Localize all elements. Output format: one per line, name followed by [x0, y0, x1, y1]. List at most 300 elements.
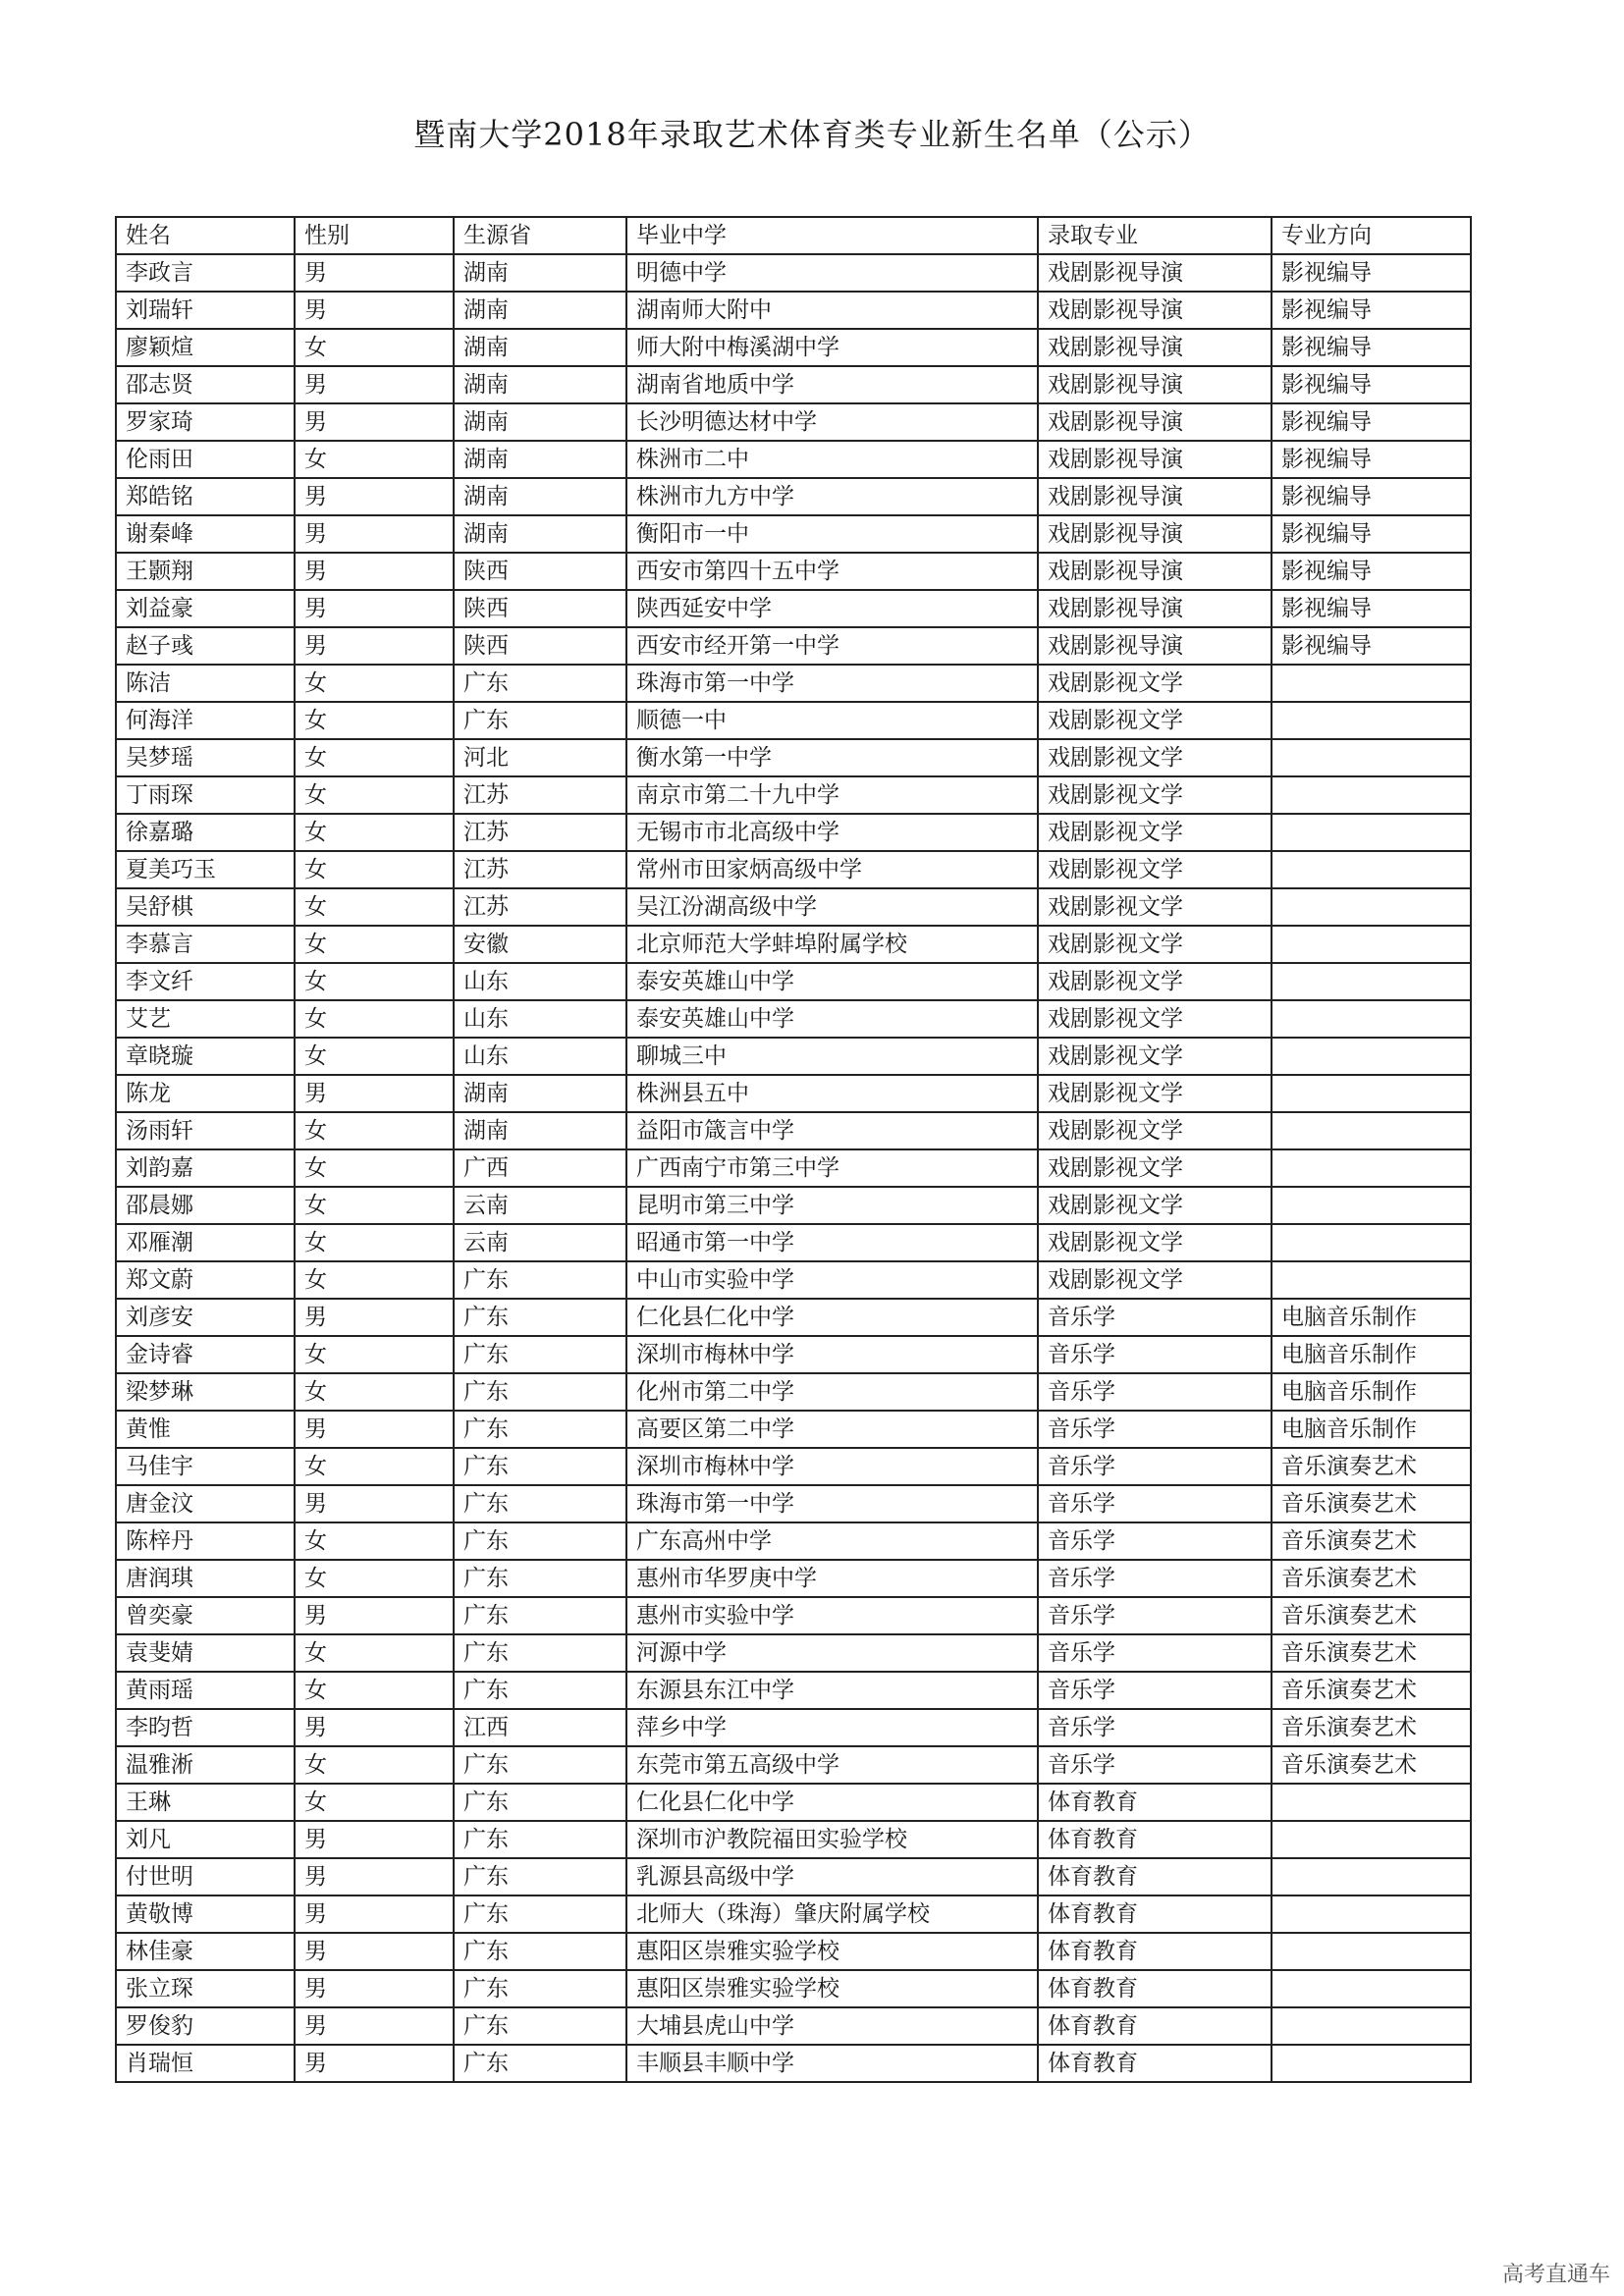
cell-name: 刘凡: [116, 1821, 295, 1858]
table-row: [116, 2007, 1471, 2045]
cell-direction: [1272, 1038, 1471, 1075]
cell-school: 西安市第四十五中学: [626, 553, 1038, 590]
cell-school: 惠州市华罗庚中学: [626, 1560, 1038, 1597]
cell-school: 衡水第一中学: [626, 739, 1038, 776]
cell-province: 河北: [454, 739, 626, 776]
cell-major: 戏剧影视文学: [1038, 702, 1272, 739]
cell-name: 李政言: [116, 254, 295, 292]
cell-direction: 电脑音乐制作: [1272, 1373, 1471, 1411]
cell-major: 戏剧影视导演: [1038, 329, 1272, 366]
column-header-direction: 专业方向: [1272, 217, 1471, 254]
cell-direction: [1272, 1261, 1471, 1299]
cell-school: 长沙明德达材中学: [626, 403, 1038, 441]
cell-school: 株洲市九方中学: [626, 478, 1038, 515]
cell-school: 仁化县仁化中学: [626, 1784, 1038, 1821]
table-row: [116, 1746, 1471, 1784]
cell-gender: 男: [295, 1896, 454, 1933]
cell-school: 益阳市箴言中学: [626, 1112, 1038, 1149]
cell-name: 黄惟: [116, 1411, 295, 1448]
table-row: [116, 1261, 1471, 1299]
cell-school: 南京市第二十九中学: [626, 776, 1038, 814]
cell-major: 戏剧影视文学: [1038, 1187, 1272, 1224]
cell-major: 音乐学: [1038, 1597, 1272, 1634]
cell-name: 罗家琦: [116, 403, 295, 441]
cell-name: 艾艺: [116, 1000, 295, 1038]
cell-name: 肖瑞恒: [116, 2045, 295, 2082]
cell-major: 戏剧影视导演: [1038, 553, 1272, 590]
cell-major: 戏剧影视文学: [1038, 739, 1272, 776]
cell-direction: 影视编导: [1272, 478, 1471, 515]
cell-major: 戏剧影视文学: [1038, 926, 1272, 963]
cell-name: 梁梦琳: [116, 1373, 295, 1411]
cell-major: 戏剧影视文学: [1038, 1000, 1272, 1038]
table-row: [116, 1373, 1471, 1411]
cell-gender: 男: [295, 478, 454, 515]
cell-gender: 男: [295, 515, 454, 553]
cell-direction: 音乐演奏艺术: [1272, 1634, 1471, 1672]
cell-province: 湖南: [454, 1075, 626, 1112]
table-row: [116, 441, 1471, 478]
cell-province: 广东: [454, 1522, 626, 1560]
column-header-province: 生源省: [454, 217, 626, 254]
cell-province: 湖南: [454, 515, 626, 553]
cell-province: 江苏: [454, 851, 626, 888]
table-row: [116, 590, 1471, 627]
cell-direction: [1272, 1075, 1471, 1112]
table-row: [116, 1784, 1471, 1821]
cell-province: 广东: [454, 1597, 626, 1634]
cell-province: 江苏: [454, 888, 626, 926]
cell-school: 北京师范大学蚌埠附属学校: [626, 926, 1038, 963]
cell-name: 刘益豪: [116, 590, 295, 627]
cell-school: 广西南宁市第三中学: [626, 1149, 1038, 1187]
table-row: [116, 1448, 1471, 1485]
table-row: [116, 1933, 1471, 1970]
cell-gender: 男: [295, 292, 454, 329]
table-row: [116, 1149, 1471, 1187]
cell-major: 戏剧影视导演: [1038, 366, 1272, 403]
cell-province: 广东: [454, 1485, 626, 1522]
cell-major: 戏剧影视文学: [1038, 1112, 1272, 1149]
cell-province: 江苏: [454, 776, 626, 814]
cell-province: 陕西: [454, 553, 626, 590]
cell-direction: [1272, 665, 1471, 702]
cell-gender: 女: [295, 1149, 454, 1187]
table-row: [116, 1075, 1471, 1112]
cell-school: 衡阳市一中: [626, 515, 1038, 553]
cell-name: 刘瑞轩: [116, 292, 295, 329]
table-row: [116, 1224, 1471, 1261]
cell-name: 袁斐婧: [116, 1634, 295, 1672]
cell-gender: 女: [295, 1187, 454, 1224]
cell-school: 珠海市第一中学: [626, 665, 1038, 702]
cell-school: 乳源县高级中学: [626, 1858, 1038, 1896]
cell-name: 曾奕豪: [116, 1597, 295, 1634]
cell-gender: 男: [295, 254, 454, 292]
cell-school: 惠州市实验中学: [626, 1597, 1038, 1634]
cell-gender: 男: [295, 2045, 454, 2082]
cell-major: 体育教育: [1038, 2007, 1272, 2045]
table-row: [116, 254, 1471, 292]
cell-name: 陈梓丹: [116, 1522, 295, 1560]
cell-school: 珠海市第一中学: [626, 1485, 1038, 1522]
cell-major: 戏剧影视文学: [1038, 1261, 1272, 1299]
cell-gender: 女: [295, 888, 454, 926]
table-row: [116, 963, 1471, 1000]
cell-gender: 女: [295, 702, 454, 739]
table-row: [116, 1522, 1471, 1560]
cell-province: 广东: [454, 1299, 626, 1336]
cell-major: 体育教育: [1038, 1821, 1272, 1858]
cell-major: 体育教育: [1038, 1858, 1272, 1896]
table-row: [116, 1672, 1471, 1709]
cell-province: 广西: [454, 1149, 626, 1187]
cell-province: 湖南: [454, 1112, 626, 1149]
cell-name: 徐嘉璐: [116, 814, 295, 851]
cell-name: 何海洋: [116, 702, 295, 739]
cell-gender: 男: [295, 1709, 454, 1746]
cell-gender: 女: [295, 1784, 454, 1821]
cell-province: 广东: [454, 2007, 626, 2045]
cell-gender: 女: [295, 1634, 454, 1672]
cell-school: 仁化县仁化中学: [626, 1299, 1038, 1336]
table-row: [116, 1000, 1471, 1038]
cell-gender: 女: [295, 1746, 454, 1784]
cell-gender: 男: [295, 1075, 454, 1112]
cell-major: 戏剧影视导演: [1038, 441, 1272, 478]
cell-province: 广东: [454, 1896, 626, 1933]
cell-gender: 男: [295, 2007, 454, 2045]
cell-gender: 男: [295, 590, 454, 627]
cell-major: 体育教育: [1038, 2045, 1272, 2082]
cell-school: 聊城三中: [626, 1038, 1038, 1075]
cell-gender: 女: [295, 1522, 454, 1560]
cell-school: 明德中学: [626, 254, 1038, 292]
cell-name: 夏美巧玉: [116, 851, 295, 888]
cell-province: 广东: [454, 1261, 626, 1299]
cell-direction: [1272, 702, 1471, 739]
cell-school: 河源中学: [626, 1634, 1038, 1672]
cell-gender: 男: [295, 366, 454, 403]
cell-direction: [1272, 926, 1471, 963]
cell-province: 湖南: [454, 292, 626, 329]
table-row: [116, 926, 1471, 963]
cell-gender: 女: [295, 1336, 454, 1373]
cell-school: 泰安英雄山中学: [626, 963, 1038, 1000]
cell-major: 音乐学: [1038, 1411, 1272, 1448]
cell-direction: [1272, 963, 1471, 1000]
cell-gender: 男: [295, 1970, 454, 2007]
cell-province: 广东: [454, 1336, 626, 1373]
table-row: [116, 1858, 1471, 1896]
cell-province: 湖南: [454, 478, 626, 515]
cell-province: 广东: [454, 2045, 626, 2082]
cell-direction: [1272, 1970, 1471, 2007]
cell-gender: 男: [295, 1299, 454, 1336]
cell-major: 戏剧影视导演: [1038, 515, 1272, 553]
cell-major: 音乐学: [1038, 1709, 1272, 1746]
cell-school: 中山市实验中学: [626, 1261, 1038, 1299]
cell-school: 丰顺县丰顺中学: [626, 2045, 1038, 2082]
cell-school: 深圳市梅林中学: [626, 1448, 1038, 1485]
cell-major: 体育教育: [1038, 1896, 1272, 1933]
table-row: [116, 627, 1471, 665]
cell-direction: [1272, 2007, 1471, 2045]
cell-direction: 音乐演奏艺术: [1272, 1448, 1471, 1485]
cell-gender: 女: [295, 665, 454, 702]
cell-name: 王琳: [116, 1784, 295, 1821]
cell-school: 广东高州中学: [626, 1522, 1038, 1560]
cell-school: 深圳市沪教院福田实验学校: [626, 1821, 1038, 1858]
table-row: [116, 702, 1471, 739]
cell-major: 音乐学: [1038, 1634, 1272, 1672]
column-header-name: 姓名: [116, 217, 295, 254]
cell-direction: 音乐演奏艺术: [1272, 1522, 1471, 1560]
cell-school: 东源县东江中学: [626, 1672, 1038, 1709]
cell-direction: 影视编导: [1272, 366, 1471, 403]
cell-name: 廖颖煊: [116, 329, 295, 366]
cell-direction: [1272, 776, 1471, 814]
cell-name: 李慕言: [116, 926, 295, 963]
cell-major: 音乐学: [1038, 1485, 1272, 1522]
cell-gender: 女: [295, 441, 454, 478]
cell-gender: 男: [295, 627, 454, 665]
cell-major: 音乐学: [1038, 1448, 1272, 1485]
table-row: [116, 739, 1471, 776]
cell-name: 林佳豪: [116, 1933, 295, 1970]
cell-name: 唐润琪: [116, 1560, 295, 1597]
cell-name: 李文纤: [116, 963, 295, 1000]
cell-province: 广东: [454, 1821, 626, 1858]
cell-name: 刘彦安: [116, 1299, 295, 1336]
cell-gender: 女: [295, 963, 454, 1000]
cell-school: 深圳市梅林中学: [626, 1336, 1038, 1373]
cell-gender: 女: [295, 851, 454, 888]
cell-province: 湖南: [454, 403, 626, 441]
cell-name: 温雅淅: [116, 1746, 295, 1784]
cell-gender: 男: [295, 1411, 454, 1448]
cell-major: 戏剧影视文学: [1038, 851, 1272, 888]
cell-direction: [1272, 739, 1471, 776]
table-row: [116, 1896, 1471, 1933]
cell-province: 广东: [454, 1784, 626, 1821]
cell-gender: 女: [295, 1224, 454, 1261]
cell-gender: 男: [295, 403, 454, 441]
cell-gender: 女: [295, 1112, 454, 1149]
cell-direction: 电脑音乐制作: [1272, 1411, 1471, 1448]
table-row: [116, 1597, 1471, 1634]
cell-province: 云南: [454, 1224, 626, 1261]
cell-name: 张立琛: [116, 1970, 295, 2007]
cell-school: 师大附中梅溪湖中学: [626, 329, 1038, 366]
cell-school: 惠阳区崇雅实验学校: [626, 1933, 1038, 1970]
cell-province: 广东: [454, 702, 626, 739]
admission-table: [115, 216, 1472, 2083]
cell-gender: 女: [295, 1672, 454, 1709]
cell-major: 戏剧影视文学: [1038, 776, 1272, 814]
column-header-school: 毕业中学: [626, 217, 1038, 254]
cell-name: 黄雨瑶: [116, 1672, 295, 1709]
cell-direction: [1272, 1821, 1471, 1858]
cell-province: 山东: [454, 1038, 626, 1075]
cell-name: 刘韵嘉: [116, 1149, 295, 1187]
cell-name: 付世明: [116, 1858, 295, 1896]
cell-name: 郑文蔚: [116, 1261, 295, 1299]
cell-province: 江苏: [454, 814, 626, 851]
cell-major: 音乐学: [1038, 1746, 1272, 1784]
watermark: 高考直通车: [1501, 2263, 1610, 2287]
table-row: [116, 1411, 1471, 1448]
cell-name: 丁雨琛: [116, 776, 295, 814]
cell-major: 戏剧影视文学: [1038, 1149, 1272, 1187]
cell-name: 王颢翔: [116, 553, 295, 590]
cell-school: 西安市经开第一中学: [626, 627, 1038, 665]
cell-major: 戏剧影视文学: [1038, 1075, 1272, 1112]
cell-direction: 电脑音乐制作: [1272, 1336, 1471, 1373]
cell-major: 戏剧影视文学: [1038, 1038, 1272, 1075]
cell-gender: 女: [295, 1000, 454, 1038]
cell-province: 广东: [454, 1448, 626, 1485]
cell-direction: 影视编导: [1272, 627, 1471, 665]
cell-major: 音乐学: [1038, 1522, 1272, 1560]
table-row: [116, 1038, 1471, 1075]
cell-province: 江西: [454, 1709, 626, 1746]
table-row: [116, 515, 1471, 553]
cell-direction: [1272, 1224, 1471, 1261]
table-row: [116, 851, 1471, 888]
cell-direction: 音乐演奏艺术: [1272, 1709, 1471, 1746]
table-row: [116, 1560, 1471, 1597]
cell-direction: 影视编导: [1272, 403, 1471, 441]
cell-direction: 影视编导: [1272, 254, 1471, 292]
cell-school: 泰安英雄山中学: [626, 1000, 1038, 1038]
cell-name: 邵晨娜: [116, 1187, 295, 1224]
cell-direction: [1272, 1896, 1471, 1933]
cell-direction: 音乐演奏艺术: [1272, 1597, 1471, 1634]
cell-gender: 男: [295, 1858, 454, 1896]
table-row: [116, 1112, 1471, 1149]
cell-school: 北师大（珠海）肇庆附属学校: [626, 1896, 1038, 1933]
cell-province: 山东: [454, 963, 626, 1000]
cell-name: 郑皓铭: [116, 478, 295, 515]
cell-school: 大埔县虎山中学: [626, 2007, 1038, 2045]
cell-province: 广东: [454, 1560, 626, 1597]
cell-gender: 女: [295, 1261, 454, 1299]
cell-province: 广东: [454, 1373, 626, 1411]
cell-direction: 音乐演奏艺术: [1272, 1560, 1471, 1597]
cell-school: 陕西延安中学: [626, 590, 1038, 627]
cell-major: 体育教育: [1038, 1784, 1272, 1821]
cell-direction: 影视编导: [1272, 292, 1471, 329]
cell-direction: 音乐演奏艺术: [1272, 1746, 1471, 1784]
cell-major: 戏剧影视导演: [1038, 254, 1272, 292]
cell-direction: 影视编导: [1272, 590, 1471, 627]
table-row: [116, 888, 1471, 926]
cell-gender: 女: [295, 926, 454, 963]
cell-school: 顺德一中: [626, 702, 1038, 739]
table-row: [116, 292, 1471, 329]
cell-gender: 女: [295, 1373, 454, 1411]
cell-name: 吴舒棋: [116, 888, 295, 926]
cell-major: 音乐学: [1038, 1336, 1272, 1373]
cell-major: 戏剧影视文学: [1038, 814, 1272, 851]
cell-direction: 影视编导: [1272, 329, 1471, 366]
table-row: [116, 1821, 1471, 1858]
cell-direction: 影视编导: [1272, 515, 1471, 553]
table-row: [116, 1187, 1471, 1224]
cell-direction: [1272, 2045, 1471, 2082]
cell-gender: 女: [295, 1560, 454, 1597]
column-header-gender: 性别: [295, 217, 454, 254]
cell-major: 戏剧影视导演: [1038, 403, 1272, 441]
cell-school: 高要区第二中学: [626, 1411, 1038, 1448]
table-row: [116, 329, 1471, 366]
cell-name: 邓雁潮: [116, 1224, 295, 1261]
cell-name: 金诗睿: [116, 1336, 295, 1373]
cell-direction: 音乐演奏艺术: [1272, 1485, 1471, 1522]
cell-gender: 女: [295, 739, 454, 776]
cell-name: 邵志贤: [116, 366, 295, 403]
cell-province: 陕西: [454, 590, 626, 627]
table-row: [116, 776, 1471, 814]
cell-major: 戏剧影视导演: [1038, 292, 1272, 329]
cell-direction: [1272, 1000, 1471, 1038]
cell-name: 李昀哲: [116, 1709, 295, 1746]
cell-name: 马佳宇: [116, 1448, 295, 1485]
cell-school: 昆明市第三中学: [626, 1187, 1038, 1224]
cell-gender: 女: [295, 1448, 454, 1485]
table-row: [116, 1970, 1471, 2007]
cell-name: 陈龙: [116, 1075, 295, 1112]
cell-major: 戏剧影视文学: [1038, 888, 1272, 926]
cell-major: 戏剧影视文学: [1038, 1224, 1272, 1261]
cell-school: 株洲县五中: [626, 1075, 1038, 1112]
cell-gender: 女: [295, 814, 454, 851]
cell-province: 广东: [454, 1672, 626, 1709]
table-row: [116, 1299, 1471, 1336]
cell-province: 湖南: [454, 441, 626, 478]
cell-gender: 女: [295, 776, 454, 814]
cell-school: 东莞市第五高级中学: [626, 1746, 1038, 1784]
cell-province: 广东: [454, 665, 626, 702]
table-row: [116, 1709, 1471, 1746]
table-row: [116, 553, 1471, 590]
cell-direction: [1272, 1149, 1471, 1187]
cell-name: 谢秦峰: [116, 515, 295, 553]
table-row: [116, 665, 1471, 702]
cell-name: 汤雨轩: [116, 1112, 295, 1149]
cell-province: 广东: [454, 1933, 626, 1970]
cell-direction: [1272, 1858, 1471, 1896]
cell-school: 株洲市二中: [626, 441, 1038, 478]
cell-province: 广东: [454, 1634, 626, 1672]
cell-direction: 音乐演奏艺术: [1272, 1672, 1471, 1709]
cell-gender: 女: [295, 329, 454, 366]
cell-school: 化州市第二中学: [626, 1373, 1038, 1411]
cell-province: 湖南: [454, 366, 626, 403]
page-title: 暨南大学2018年录取艺术体育类专业新生名单（公示）: [413, 116, 1211, 153]
cell-province: 广东: [454, 1858, 626, 1896]
cell-name: 赵子彧: [116, 627, 295, 665]
cell-major: 音乐学: [1038, 1560, 1272, 1597]
cell-major: 戏剧影视导演: [1038, 627, 1272, 665]
cell-province: 湖南: [454, 254, 626, 292]
cell-school: 吴江汾湖高级中学: [626, 888, 1038, 926]
cell-province: 广东: [454, 1970, 626, 2007]
cell-school: 常州市田家炳高级中学: [626, 851, 1038, 888]
cell-major: 音乐学: [1038, 1299, 1272, 1336]
cell-direction: [1272, 1187, 1471, 1224]
